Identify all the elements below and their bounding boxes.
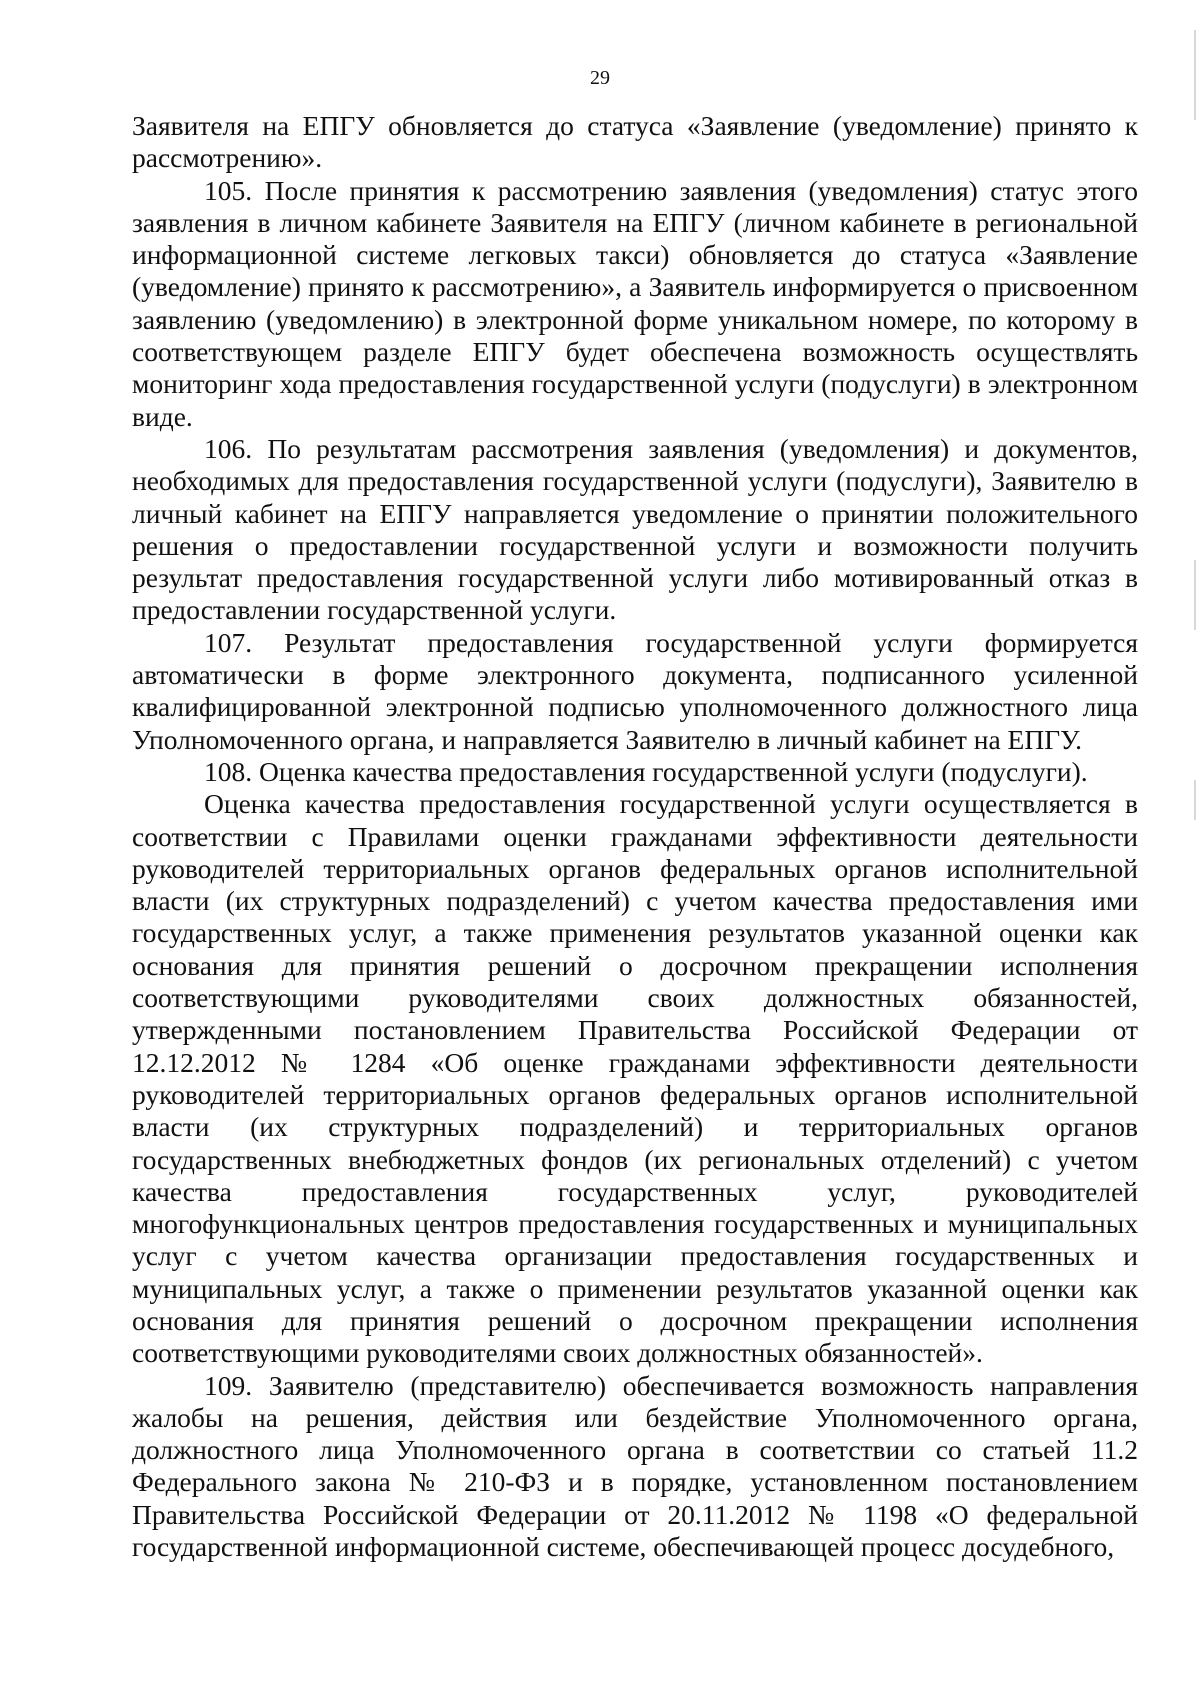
scan-edge-mark: [1194, 780, 1196, 820]
paragraph-107: 107. Результат предоставления государственной услуги формируется автоматически в форме электронного документа, подписанного усиленной квалифицированной электронной подписью уполномоченного должностного лица Уполномоченного органа, и направляется Заявителю в личный кабинет на ЕПГУ.: [132, 626, 1138, 755]
paragraph-105: 105. После принятия к рассмотрению заявления (уведомления) статус этого заявления в личном кабинете Заявителя на ЕПГУ (личном кабинете в региональной информационной системе легковых такси) обновляется до статуса «Заявление (уведомление) принято к рассмотрению», а Заявитель информируется о присвоенном заявлению (уведомлению) в электронной форме уникальном номере, по которому в соответствующем разделе ЕПГУ будет обеспечена возможность осуществлять мониторинг хода предоставления государственной услуги (подуслуги) в электронном виде.: [132, 174, 1138, 432]
document-body: [132, 110, 1138, 1563]
scan-edge-mark: [1194, 560, 1196, 630]
paragraph-109: 109. Заявителю (представителю) обеспечивается возможность направления жалобы на решения, действия или бездействие Уполномоченного органа, должностного лица Уполномоченного органа в соответствии со статьей 11.2 Федерального закона № 210-ФЗ и в порядке, установленном постановлением Правительства Российской Федерации от 20.11.2012 № 1198 «О федеральной государственной информационной системе, обеспечивающей процесс досудебного,: [132, 1369, 1138, 1563]
paragraph-106: 106. По результатам рассмотрения заявления (уведомления) и документов, необходимых для предоставления государственной услуги (подуслуги), Заявителю в личный кабинет на ЕПГУ направляется уведомление о принятии положительного решения о предоставлении государственной услуги и возможности получить результат предоставления государственной услуги либо мотивированный отказ в предоставлении государственной услуги.: [132, 432, 1138, 626]
page-number: 29: [590, 67, 610, 89]
paragraph-108: 108. Оценка качества предоставления государственной услуги (подуслуги).: [204, 755, 1088, 787]
paragraph-quality-assessment: Оценка качества предоставления государственной услуги осуществляется в соответствии с Правилами оценки гражданами эффективности деятельности руководителей территориальных органов федеральных органов исполнительной власти (их структурных подразделений) с учетом качества предоставления ими государственных услуг, а также применения результатов указанной оценки как основания для принятия решений о досрочном прекращении исполнения соответствующими руководителями своих должностных обязанностей, утвержденными постановлением Правительства Российской Федерации от 12.12.2012 № 1284 «Об оценке гражданами эффективности деятельности руководителей территориальных органов федеральных органов исполнительной власти (их структурных подразделений) и территориальных органов государственных внебюджетных фондов (их региональных отделений) с учетом качества предоставления государственных услуг, руководителей многофункциональных центров предоставления государственных и муниципальных услуг с учетом качества организации предоставления государственных и муниципальных услуг, а также о применении результатов указанной оценки как основания для принятия решений о досрочном прекращении исполнения соответствующими руководителями своих должностных обязанностей».: [132, 788, 1138, 1369]
paragraph-continuation: Заявителя на ЕПГУ обновляется до статуса «Заявление (уведомление) принято к рассмотрению».: [132, 110, 1138, 174]
scan-edge-mark: [1194, 30, 1196, 120]
